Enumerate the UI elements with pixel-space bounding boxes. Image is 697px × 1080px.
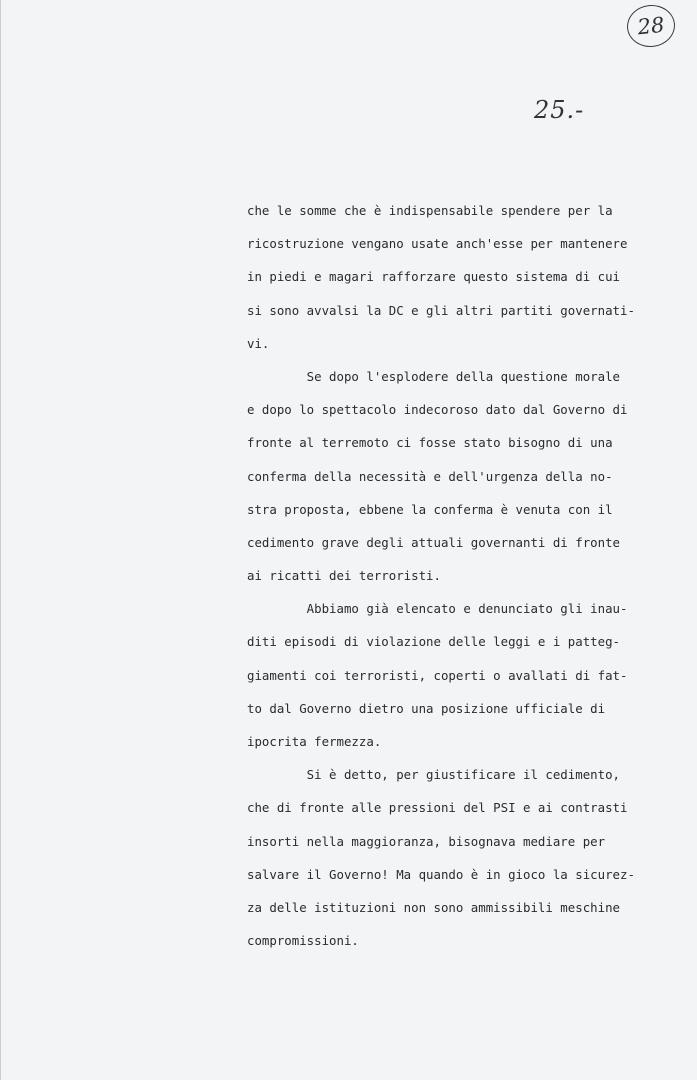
body-text bbox=[247, 200, 635, 963]
text-line: Abbiamo già elencato e denunciato gli inau- bbox=[247, 601, 628, 617]
archive-page-stamp bbox=[625, 3, 677, 50]
text-line: e dopo lo spettacolo indecoroso dato dal Governo di bbox=[247, 402, 628, 418]
archive-page-stamp-number: 28 bbox=[636, 12, 666, 40]
text-line: stra proposta, ebbene la conferma è venuta con il bbox=[247, 501, 613, 517]
text-line: salvare il Governo! Ma quando è in gioco la sicurez- bbox=[247, 866, 635, 882]
text-line: compromissioni. bbox=[247, 933, 359, 949]
text-line: vi. bbox=[247, 335, 270, 351]
text-line: to dal Governo dietro una posizione ufficiale di bbox=[247, 700, 606, 716]
text-line: cedimento grave degli attuali governanti di fronte bbox=[247, 534, 620, 550]
text-line: za delle istituzioni non sono ammissibili meschine bbox=[247, 899, 620, 915]
text-line: diti episodi di violazione delle leggi e i patteg- bbox=[247, 634, 620, 650]
text-line: ipocrita fermezza. bbox=[247, 734, 382, 749]
text-line: conferma della necessità e dell'urgenza della no- bbox=[247, 468, 613, 484]
text-line: Se dopo l'esplodere della questione morale bbox=[247, 368, 620, 384]
text-line: Si è detto, per giustificare il cedimento, bbox=[247, 767, 620, 783]
text-line: si sono avvalsi la DC e gli altri partiti governati- bbox=[247, 302, 635, 318]
paragraph bbox=[247, 366, 627, 598]
text-line: ricostruzione vengano usate anch'esse per mantenere bbox=[247, 236, 628, 252]
text-line: che le somme che è indispensabile spendere per la bbox=[247, 203, 613, 218]
paragraph bbox=[247, 598, 627, 764]
text-line: in piedi e magari rafforzare questo sistema di cui bbox=[247, 269, 620, 285]
text-line: che di fronte alle pressioni del PSI e ai contrasti bbox=[247, 800, 628, 816]
paragraph bbox=[247, 764, 635, 963]
page-number: 25.- bbox=[534, 96, 585, 124]
paragraph bbox=[247, 200, 635, 366]
text-line: insorti nella maggioranza, bisognava mediare per bbox=[247, 833, 606, 849]
text-line: giamenti coi terroristi, coperti o avallati di fat- bbox=[247, 667, 628, 683]
text-line: fronte al terremoto ci fosse stato bisogno di una bbox=[247, 435, 613, 451]
text-line: ai ricatti dei terroristi. bbox=[247, 568, 441, 584]
